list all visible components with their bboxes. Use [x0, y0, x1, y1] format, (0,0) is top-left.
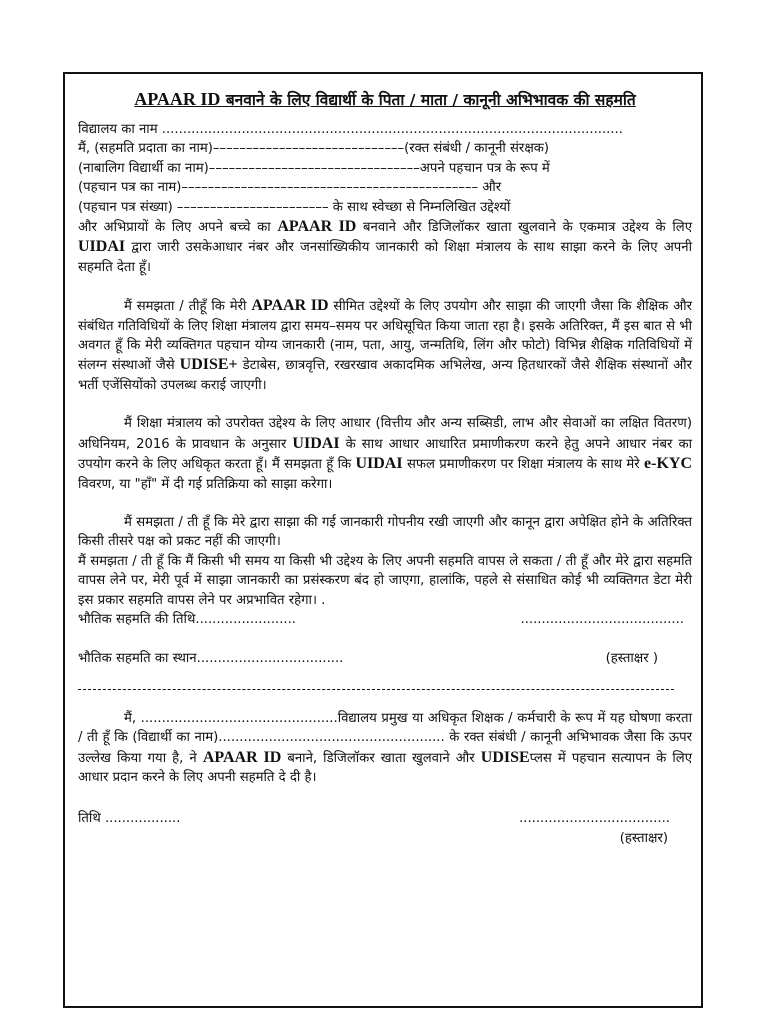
form-title — [78, 88, 692, 110]
para2-udise: UDISE+ — [179, 356, 238, 374]
para1-uidai: UIDAI — [78, 238, 126, 256]
signature-line-1[interactable]: ....................................... — [520, 611, 684, 627]
consent-paragraph-2 — [78, 296, 692, 395]
declaration-text-c: प्लस में पहचान सत्यापन के लिए आधार प्रदान करने के लिए अपनी सहमति दे दी है। — [78, 750, 692, 785]
title-acronym: APAAR ID — [134, 89, 221, 109]
physical-consent-place-row — [78, 649, 692, 668]
para3-text-b: के साथ आधार आधारित प्रमाणीकरण करने हेतु अपने आधार नंबर का उपयोग करने के लिए अधिकृत करता हूँ। मैं समझता हूँ कि — [78, 436, 692, 473]
consent-paragraph-3 — [78, 414, 692, 494]
para1-apaar: APAAR ID — [277, 218, 357, 236]
title-text: बनवाने के लिए विद्यार्थी के पिता / माता / कानूनी अभिभावक की सहमति — [220, 91, 636, 109]
para2-text-c: डेटाबेस, छात्रवृत्ति, रखरखाव अकादमिक अभिलेख, अन्य हितधारकों जैसे शैक्षिक संस्थानों और भर्ती एजेंसियोंको उपलब्ध कराई जाएगी। — [78, 358, 692, 393]
consent-paragraph-4: मैं समझता / ती हूँ कि मेरे द्वारा साझा की गई जानकारी गोपनीय रखी जाएगी और कानून द्वारा अपेक्षित होने के अतिरिक्त किसी तीसरे पक्ष को प्रकट नहीं की जाएगी। — [78, 514, 692, 550]
declaration-date-row — [78, 809, 692, 828]
declaration-text-a: मैं, ...............................................विद्यालय प्रमुख या अधिकृत शिक्षक / कर्मचारी के रूप में यह घोषणा करता / ती हूँ कि (विद्यार्थी का नाम)...................................................... के रक्त संबंधी / कानूनी अभिभावक जैसा कि ऊपर उल्लेख किया गया है, ने — [78, 710, 692, 766]
physical-consent-place-field[interactable]: भौतिक सहमति का स्थान................................... — [78, 651, 344, 667]
declaration-date-field[interactable]: तिथि .................. — [78, 811, 181, 827]
consenter-name-field[interactable]: मैं, (सहमति प्रदाता का नाम)–––––––––––––––––––––––––––––(रक्त संबंधी / कानूनी संरक्षक) — [78, 141, 550, 157]
consent-paragraph-5: मैं समझता / ती हूँ कि मैं किसी भी समय या किसी भी उद्देश्य के लिए अपनी सहमति वापस ले सकता / ती हूँ और मेरे द्वारा सहमति वापस लेने पर, मेरी पूर्व में साझा जानकारी का प्रसंस्करण बंद हो जाएगा, हालांकि, पहले से संसाधित कोई भी व्यक्तिगत डेटा मेरी इस प्रकार सहमति वापस लेने पर अप्रभावित रहेगा। . — [78, 553, 692, 608]
declaration-signature-row — [78, 829, 692, 848]
physical-consent-date-field[interactable]: भौतिक सहमति की तिथि........................ — [78, 611, 296, 627]
para3-uidai-2: UIDAI — [355, 455, 403, 473]
signature-label-2: (हस्ताक्षर) — [619, 830, 668, 846]
para3-uidai-1: UIDAI — [292, 434, 340, 452]
para3-text-a: मैं शिक्षा मंत्रालय को उपरोक्त उद्देश्य के लिए आधार (वित्तीय और अन्य सब्सिडी, लाभ और सेवाओं का लक्षित वितरण) अधिनियम, 2016 के प्रावधान के अनुसार — [78, 416, 692, 452]
para3-ekyc: e-KYC — [644, 455, 692, 473]
para3-text-d: विवरण, या "हाँ" में दी गई प्रतिक्रिया को साझा करेगा। — [78, 476, 333, 492]
declaration-text-b: बनाने, डिजिलॉकर खाता खुलवाने और — [281, 750, 481, 766]
para2-text-a: मैं समझता / तीहूँ कि मेरी — [124, 299, 252, 315]
school-name-field[interactable]: विद्यालय का नाम .............................................................................................................. — [78, 122, 623, 137]
para2-text-b: सीमित उद्देश्यों के लिए उपयोग और साझा की जाएगी जैसा कि शैक्षिक और संबंधित गतिविधियों के लिए शिक्षा मंत्रालय द्वारा समय–समय पर अधिसूचित किया जाता रहा है। इसके अतिरिक्त, मैं इस बात से भी अवगत हूँ कि मेरी व्यक्तिगत पहचान योग्य जानकारी (नाम, पता, आयु, जन्मतिथि, लिंग और फोटो) विभिन्न शैक्षिक गतिविधियों में संलग्न संस्थाओं जैसे — [78, 299, 692, 374]
para1-text-c: द्वारा जारी उसकेआधार नंबर और जनसांख्यिकीय जानकारी को शिक्षा मंत्रालय के साथ साझा करने के लिए अपनी सहमति देता हूँ। — [78, 240, 692, 275]
declaration-paragraph — [78, 709, 692, 788]
minor-name-field[interactable]: (नाबालिग विद्यार्थी का नाम)––––––––––––––––––––––––––––––––अपने पहचान पत्र के रूप में — [78, 160, 550, 176]
section-divider — [78, 689, 674, 691]
para1-text-a: और अभिप्रायों के लिए अपने बच्चे का — [78, 220, 278, 236]
consent-form — [78, 88, 692, 848]
para1-text-b: बनवाने और डिजिलॉकर खाता खुलवाने के एकमात्र उद्देश्य के लिए — [356, 220, 692, 236]
signature-label-1: (हस्ताक्षर ) — [605, 651, 658, 667]
declaration-apaar: APAAR ID — [202, 748, 282, 766]
declaration-udise: UDISE — [480, 748, 530, 766]
consent-paragraph-1 — [78, 217, 692, 277]
para2-apaar: APAAR ID — [251, 297, 329, 315]
signature-line-2[interactable]: .................................... — [519, 811, 670, 827]
id-number-field[interactable]: (पहचान पत्र संख्या) ––––––––––––––––––––––– के साथ स्वेच्छा से निम्नलिखित उद्देश्यों — [78, 199, 511, 215]
para3-text-c: सफल प्रमाणीकरण पर शिक्षा मंत्रालय के साथ मेरे — [402, 457, 645, 473]
physical-consent-date-row — [78, 610, 692, 629]
id-name-field[interactable]: (पहचान पत्र का नाम)––––––––––––––––––––––––––––––––––––––––––––– और — [78, 180, 502, 196]
